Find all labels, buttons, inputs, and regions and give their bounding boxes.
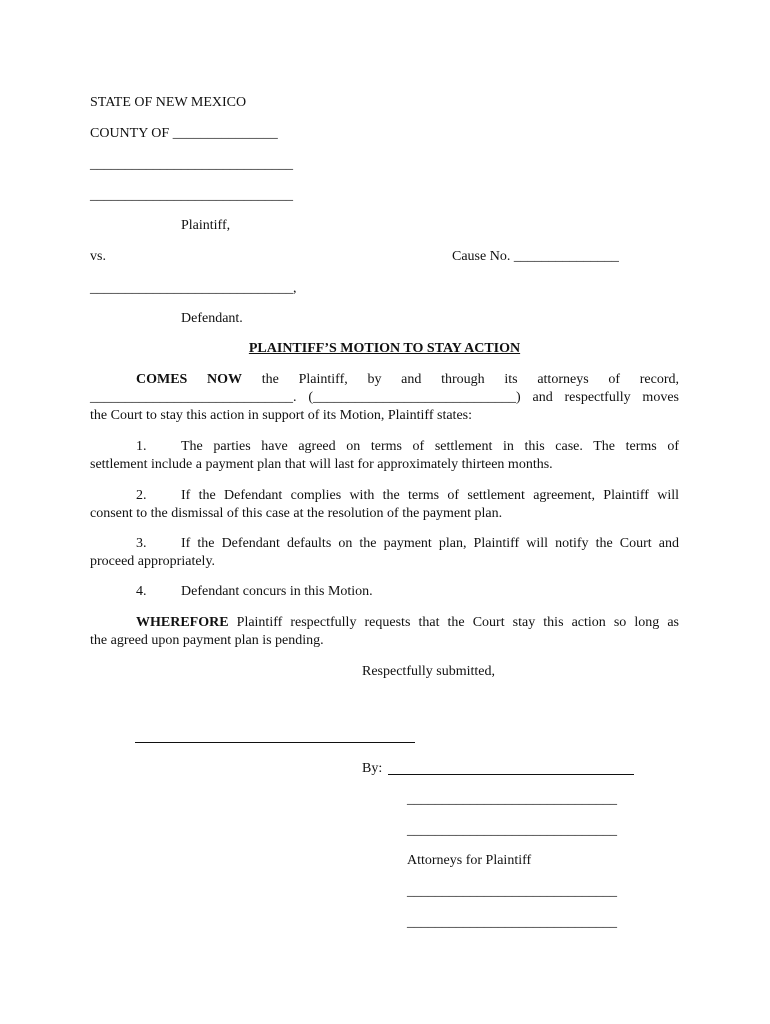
wherefore-line-1-text: Plaintiff respectfully requests that the Court stay this action so long as — [236, 615, 680, 630]
item-2-line-2: consent to the dismissal of this case at the resolution of the payment plan. — [90, 506, 503, 521]
item-2-text-1: If the Defendant complies with the terms of settlement agreement, Plaintiff will — [181, 488, 679, 503]
item-1-line-1 — [90, 438, 679, 456]
item-1-line-2: settlement include a payment plan that will last for approximately thirteen months. — [90, 457, 553, 472]
intro-line-1 — [90, 371, 679, 389]
item-3 — [90, 535, 679, 571]
item-1-number: 1. — [136, 439, 147, 454]
item-2-line-1 — [90, 487, 679, 505]
signature-rule — [135, 742, 415, 743]
item-3-number: 3. — [136, 536, 147, 551]
state-heading: STATE OF NEW MEXICO — [90, 95, 247, 110]
plaintiff-name-blank-1: _____________________________ — [90, 157, 293, 172]
item-1-text-1: The parties have agreed on terms of settlement in this case. The terms of — [181, 439, 679, 454]
county-line: COUNTY OF _______________ — [90, 126, 278, 141]
attorney-blank-4: ______________________________ — [407, 915, 617, 930]
item-4-text-1: Defendant concurs in this Motion. — [181, 584, 373, 599]
intro-line-1-text: the Plaintiff, by and through its attorneys of record, — [261, 372, 679, 387]
wherefore-lead: WHEREFORE — [136, 615, 229, 630]
item-3-text-1: If the Defendant defaults on the payment plan, Plaintiff will notify the Court and — [181, 536, 679, 551]
wherefore-line-2: the agreed upon payment plan is pending. — [90, 633, 324, 648]
attorney-blank-3: ______________________________ — [407, 884, 617, 899]
item-4-line-1 — [90, 583, 679, 601]
intro-paragraph — [90, 371, 679, 425]
intro-line-2: _____________________________. (_____________________________) and respectfully moves — [90, 390, 679, 405]
cause-number: Cause No. _______________ — [452, 249, 619, 264]
plaintiff-label: Plaintiff, — [181, 218, 231, 233]
by-signature-rule — [388, 774, 634, 775]
item-4-number: 4. — [136, 584, 147, 599]
wherefore-paragraph — [90, 614, 679, 650]
attorneys-for-plaintiff-label: Attorneys for Plaintiff — [407, 853, 532, 868]
defendant-name-blank: _____________________________, — [90, 281, 297, 296]
comes-now-lead: COMES NOW — [136, 372, 243, 387]
closing-text: Respectfully submitted, — [362, 664, 495, 679]
item-2-number: 2. — [136, 488, 147, 503]
defendant-label: Defendant. — [181, 311, 243, 326]
document-title: PLAINTIFF’S MOTION TO STAY ACTION — [248, 341, 521, 356]
attorney-blank-2: ______________________________ — [407, 823, 617, 838]
plaintiff-name-blank-2: _____________________________ — [90, 188, 293, 203]
item-1 — [90, 438, 679, 474]
wherefore-line-1 — [90, 614, 679, 632]
item-3-line-1 — [90, 535, 679, 553]
item-2 — [90, 487, 679, 523]
intro-line-3: the Court to stay this action in support of its Motion, Plaintiff states: — [90, 408, 472, 423]
by-label: By: — [362, 761, 383, 776]
attorney-blank-1: ______________________________ — [407, 792, 617, 807]
versus-label: vs. — [90, 249, 106, 264]
item-3-line-2: proceed appropriately. — [90, 554, 216, 569]
item-4 — [90, 583, 679, 601]
